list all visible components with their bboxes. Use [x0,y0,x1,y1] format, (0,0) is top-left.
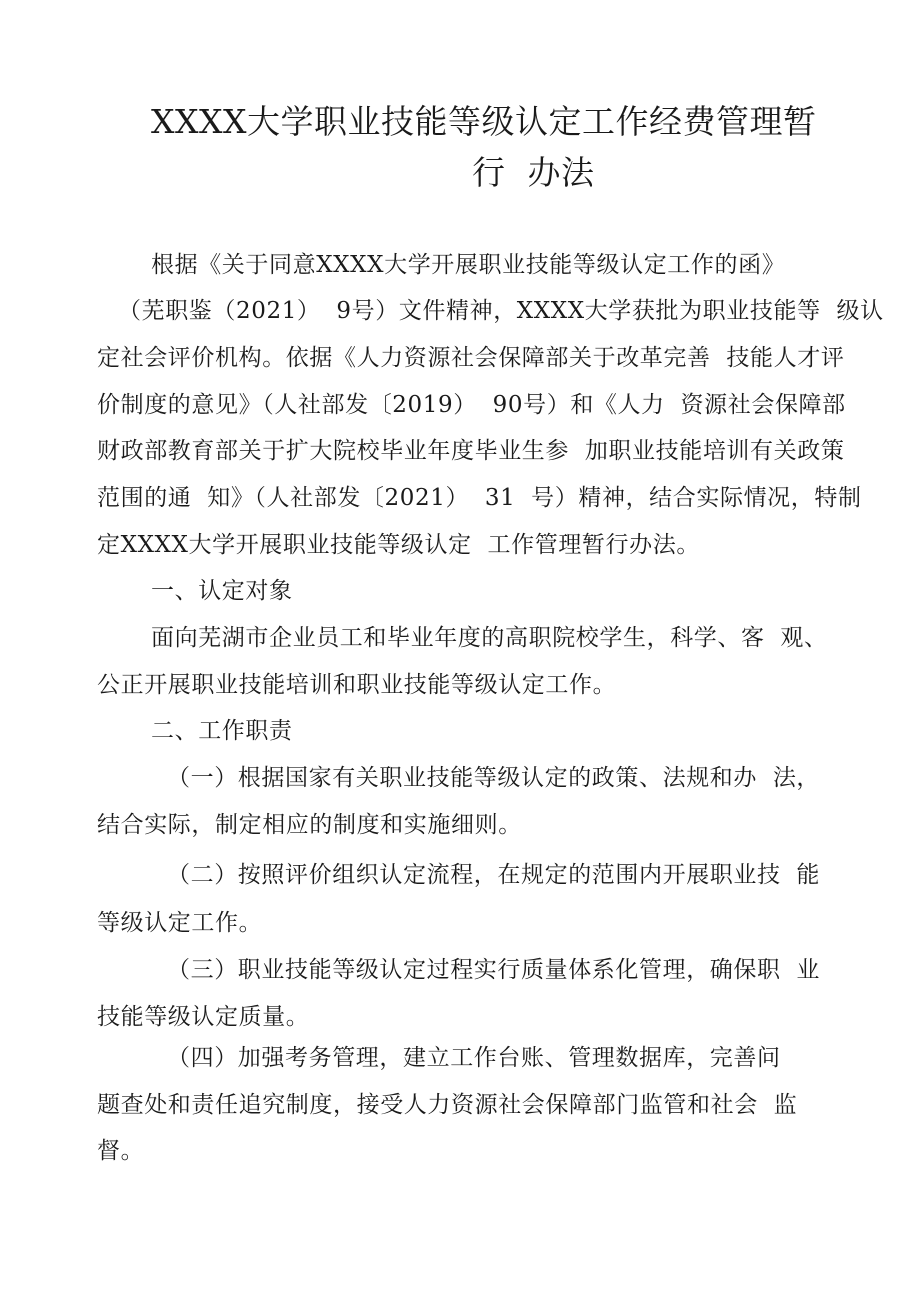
intro-line: （芜职鉴（2021） 9号）文件精神，XXXX大学获批为职业技能等 级认 [118,298,884,324]
duty-item-line: （四）加强考务管理，建立工作台账、管理数据库，完善问 [167,1045,781,1071]
intro-line: 定社会评价机构。依据《人力资源社会保障部关于改革完善 技能人才评 [97,345,845,371]
intro-line: 财政部教育部关于扩大院校毕业年度毕业生参 加职业技能培训有关政策 [97,438,845,464]
section-heading-1: 一、认定对象 [151,578,293,604]
section-heading-2: 二、工作职责 [151,718,293,744]
duty-item-line: （三）职业技能等级认定过程实行质量体系化管理，确保职 业 [167,957,821,983]
document-title-line-2: 行 办法 [472,153,595,192]
section-1-line: 面向芜湖市企业员工和毕业年度的高职院校学生，科学、客 观、 [151,625,828,651]
duty-item-line: （一）根据国家有关职业技能等级认定的政策、法规和办 法， [167,765,821,791]
document-title-line-1: XXXX大学职业技能等级认定工作经费管理暂 [151,102,817,141]
intro-line: 价制度的意见》（人社部发〔2019） 90号）和《人力 资源社会保障部 [97,392,846,418]
intro-line: 定XXXX大学开展职业技能等级认定 工作管理暂行办法。 [97,532,700,558]
duty-item-line: 题查处和责任追究制度，接受人力资源社会保障部门监管和社会 监 [97,1092,798,1118]
duty-item-line: （二）按照评价组织认定流程，在规定的范围内开展职业技 能 [167,862,821,888]
section-1-line: 公正开展职业技能培训和职业技能等级认定工作。 [97,672,617,698]
duty-item-line: 技能等级认定质量。 [97,1004,310,1030]
duty-item-line: 督。 [97,1138,145,1164]
intro-line: 根据《关于同意XXXX大学开展职业技能等级认定工作的函》 [151,252,786,278]
duty-item-line: 等级认定工作。 [97,910,263,936]
intro-line: 范围的通 知》（人社部发〔2021） 31 号）精神，结合实际情况，特制 [97,485,862,511]
duty-item-line: 结合实际，制定相应的制度和实施细则。 [97,812,522,838]
